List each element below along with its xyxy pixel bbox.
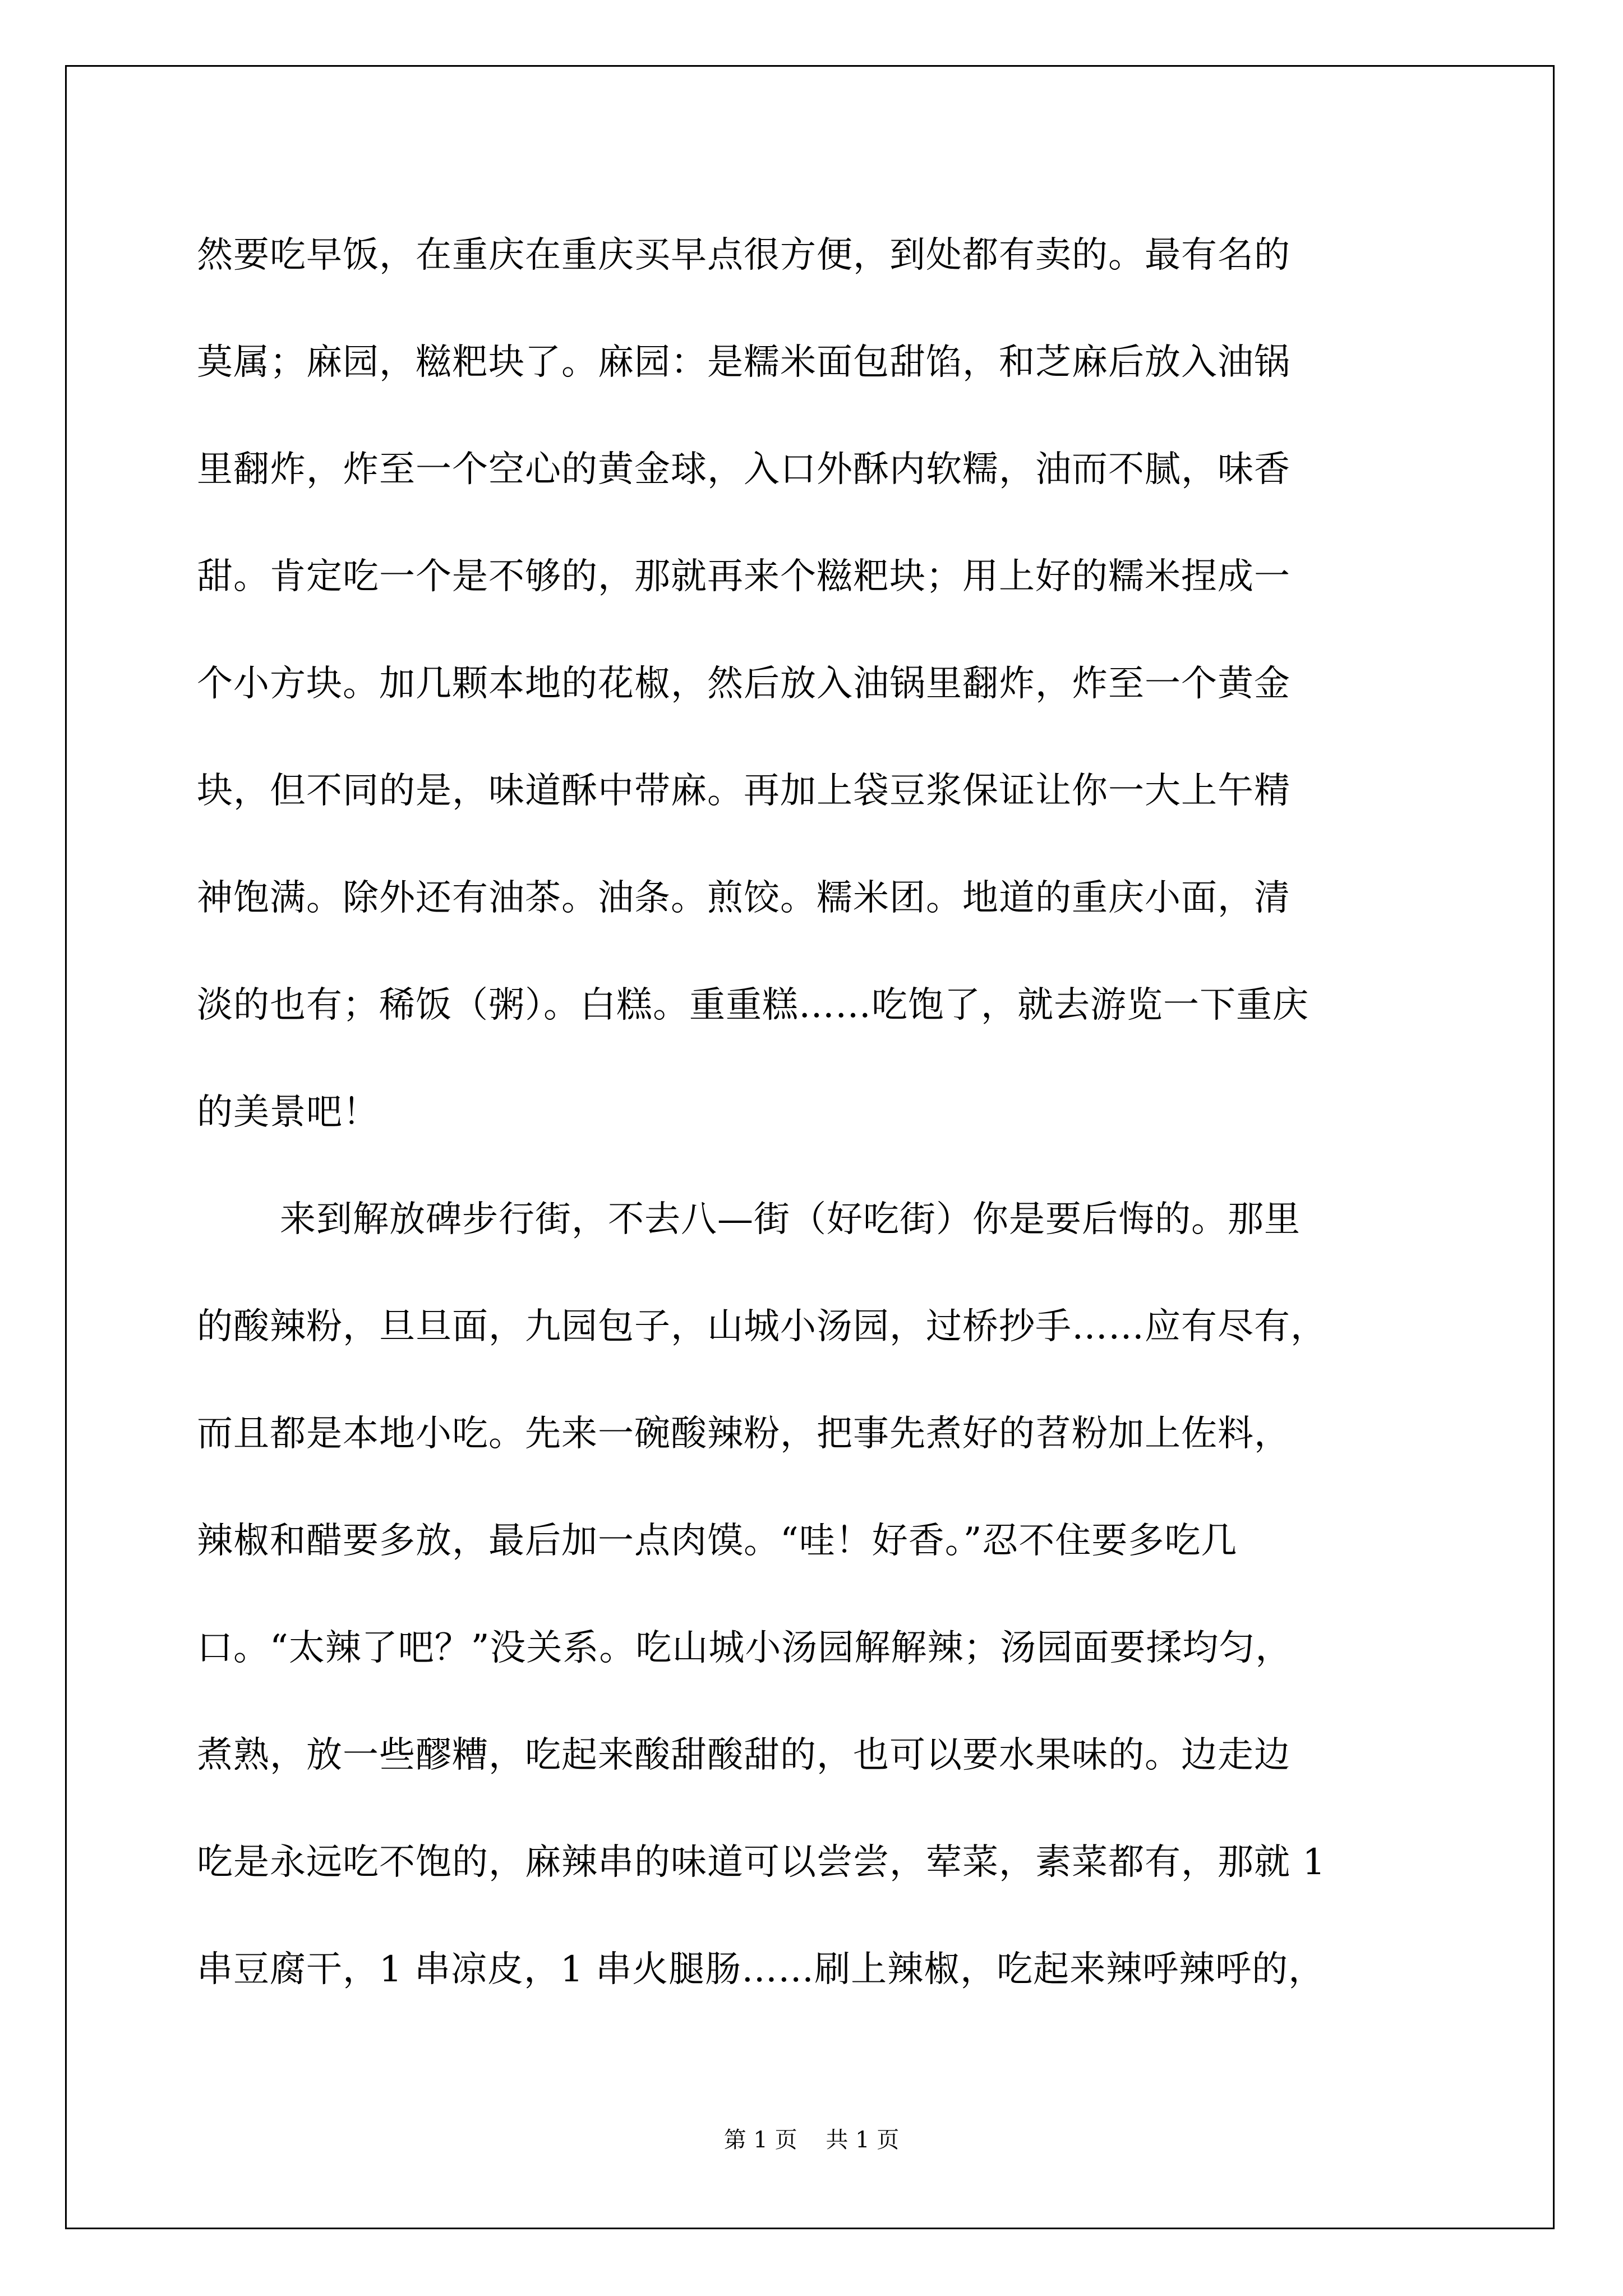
text-line: 然要吃早饭，在重庆在重庆买早点很方便，到处都有卖的。最有名的 bbox=[197, 234, 1290, 276]
text-line: 串豆腐干，1 串凉皮，1 串火腿肠……刷上辣椒，吃起来辣呼辣呼的， bbox=[197, 1949, 1325, 1990]
text-line: 块，但不同的是，味道酥中带麻。再加上袋豆浆保证让你一大上午精 bbox=[197, 770, 1290, 812]
paragraph-start-line: 来到解放碑步行街，不去八—街（好吃街）你是要后悔的。那里 bbox=[280, 1199, 1301, 1240]
text-line: 的酸辣粉，旦旦面，九园包子，山城小汤园，过桥抄手……应有尽有， bbox=[197, 1306, 1327, 1347]
text-line: 口。“太辣了吧？”没关系。吃山城小汤园解解辣；汤园面要揉均匀， bbox=[197, 1627, 1292, 1669]
text-line: 里翻炸，炸至一个空心的黄金球，入口外酥内软糯，油而不腻，味香 bbox=[197, 449, 1290, 490]
document-body bbox=[197, 202, 1435, 2023]
page-number-footer: 第 1 页 共 1 页 bbox=[723, 2127, 900, 2153]
text-line: 而且都是本地小吃。先来一碗酸辣粉，把事先煮好的苕粉加上佐料， bbox=[197, 1413, 1290, 1455]
text-line: 甜。肯定吃一个是不够的，那就再来个糍粑块；用上好的糯米捏成一 bbox=[197, 556, 1290, 597]
text-line: 莫属；麻园，糍粑块了。麻园：是糯米面包甜馅，和芝麻后放入油锅 bbox=[197, 342, 1290, 383]
text-line: 煮熟，放一些醪糟，吃起来酸甜酸甜的，也可以要水果味的。边走边 bbox=[197, 1734, 1290, 1776]
text-line: 吃是永远吃不饱的，麻辣串的味道可以尝尝，荤菜，素菜都有，那就 1 bbox=[197, 1842, 1326, 1883]
text-line: 的美景吧！ bbox=[197, 1092, 379, 1133]
text-line: 辣椒和醋要多放，最后加一点肉馍。“哇！好香。”忍不住要多吃几 bbox=[197, 1520, 1238, 1562]
text-line: 神饱满。除外还有油茶。油条。煎饺。糯米团。地道的重庆小面，清 bbox=[197, 877, 1290, 919]
text-line: 淡的也有；稀饭（粥）。白糕。重重糕……吃饱了，就去游览一下重庆 bbox=[197, 984, 1309, 1026]
text-line: 个小方块。加几颗本地的花椒，然后放入油锅里翻炸，炸至一个黄金 bbox=[197, 663, 1290, 705]
